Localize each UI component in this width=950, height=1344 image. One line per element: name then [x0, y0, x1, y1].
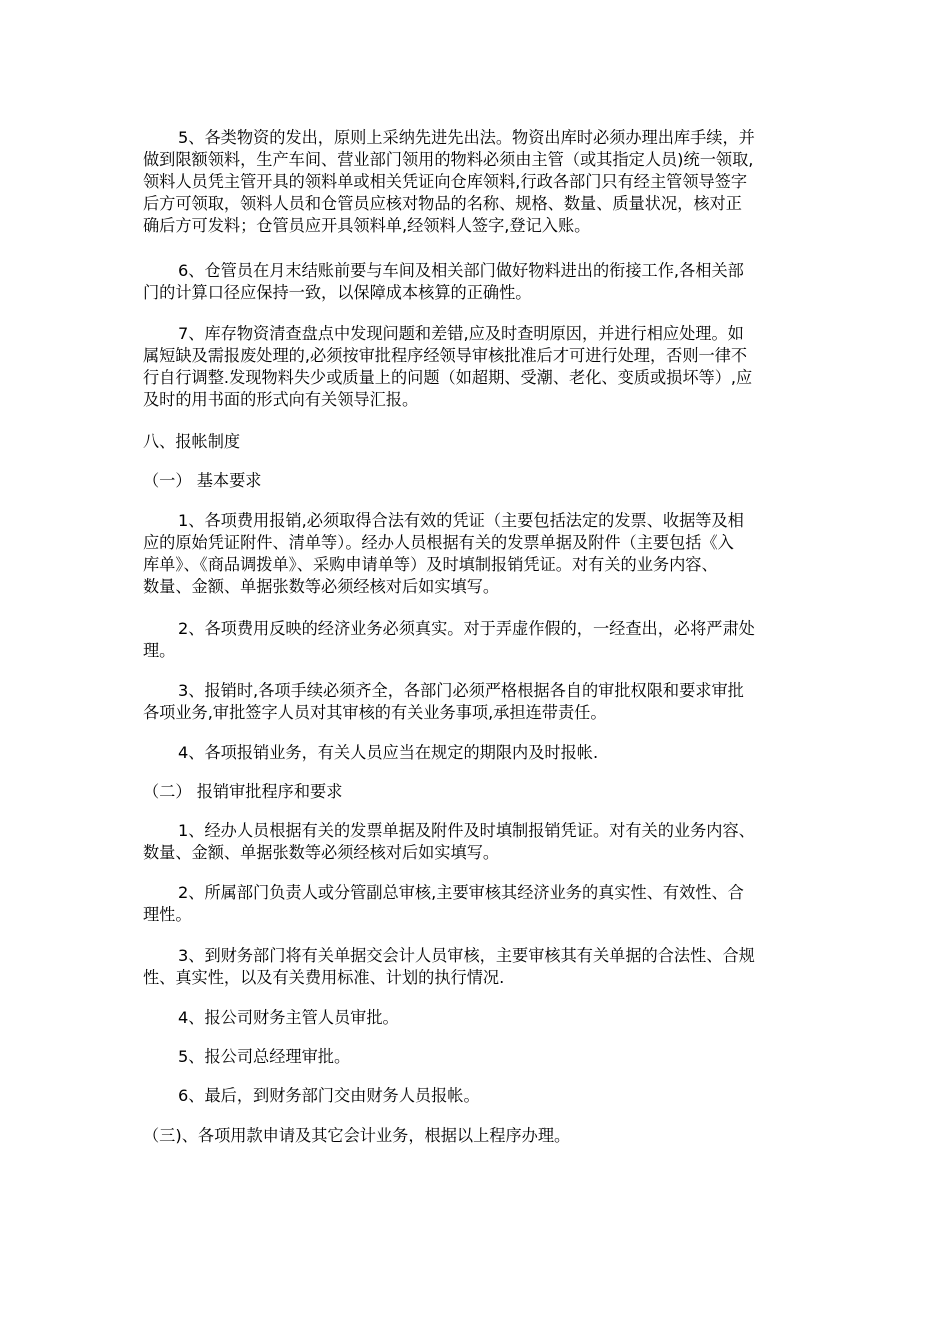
text-line: 1、经办人员根据有关的发票单据及附件及时填制报销凭证。对有关的业务内容、	[178, 821, 755, 840]
text-line: 各项业务,审批签字人员对其审核的有关业务事项,承担连带责任。	[143, 703, 607, 722]
subsection-heading-other	[143, 1125, 813, 1147]
text-line: 库单》、《商品调拨单》、采购申请单等）及时填制报销凭证。对有关的业务内容、	[143, 555, 718, 574]
heading-text: （二） 报销审批程序和要求	[143, 782, 343, 801]
paragraph-basic-3	[143, 680, 813, 724]
text-line: 1、各项费用报销,必须取得合法有效的凭证（主要包括法定的发票、收据等及相	[178, 511, 744, 530]
paragraph-approval-6	[143, 1085, 813, 1107]
paragraph-basic-1	[143, 510, 813, 598]
paragraph-basic-4	[143, 742, 813, 764]
heading-text: 八、报帐制度	[143, 432, 241, 451]
text-line: 后方可领取，领料人员和仓管员应核对物品的名称、规格、数量、质量状况，核对正	[143, 194, 742, 213]
text-line: 5、各类物资的发出，原则上采纳先进先出法。物资出库时必须办理出库手续，并	[178, 128, 755, 147]
paragraph-approval-2	[143, 882, 813, 926]
paragraph-approval-3	[143, 945, 813, 989]
text-line: 6、仓管员在月末结账前要与车间及相关部门做好物料进出的衔接工作,各相关部	[178, 261, 744, 280]
paragraph-inventory-issue	[143, 127, 813, 237]
text-line: 3、报销时,各项手续必须齐全，各部门必须严格根据各自的审批权限和要求审批	[178, 681, 744, 700]
section-heading-reimbursement	[143, 431, 813, 453]
paragraph-stocktake	[143, 323, 813, 411]
text-line: 数量、金额、单据张数等必须经核对后如实填写。	[143, 843, 500, 862]
text-line: 及时的用书面的形式向有关领导汇报。	[143, 390, 419, 409]
subsection-heading-basic	[143, 470, 813, 492]
paragraph-approval-1	[143, 820, 813, 864]
text-line: 数量、金额、单据张数等必须经核对后如实填写。	[143, 577, 500, 596]
text-line: 6、最后，到财务部门交由财务人员报帐。	[178, 1086, 480, 1105]
text-line: 3、到财务部门将有关单据交会计人员审核，主要审核其有关单据的合法性、合规	[178, 946, 755, 965]
text-line: 4、各项报销业务，有关人员应当在规定的期限内及时报帐.	[178, 743, 599, 762]
text-line: 2、各项费用反映的经济业务必须真实。对于弄虚作假的，一经查出，必将严肃处	[178, 619, 755, 638]
text-line: 4、报公司财务主管人员审批。	[178, 1008, 399, 1027]
text-line: 性、真实性，以及有关费用标准、计划的执行情况.	[143, 968, 505, 987]
text-line: 理性。	[143, 905, 192, 924]
heading-text: （一） 基本要求	[143, 471, 262, 490]
paragraph-approval-4	[143, 1007, 813, 1029]
text-line: 做到限额领料，生产车间、营业部门领用的物料必须由主管（或其指定人员)统一领取,	[143, 150, 754, 169]
text-line: 门的计算口径应保持一致，以保障成本核算的正确性。	[143, 283, 532, 302]
text-line: 确后方可发料；仓管员应开具领料单,经领料人签字,登记入账。	[143, 216, 591, 235]
paragraph-approval-5	[143, 1046, 813, 1068]
paragraph-basic-2	[143, 618, 813, 662]
text-line: 理。	[143, 641, 176, 660]
text-line: 应的原始凭证附件、清单等）。经办人员根据有关的发票单据及附件（主要包括《入	[143, 533, 734, 552]
subsection-heading-approval	[143, 781, 813, 803]
text-line: 7、库存物资清查盘点中发现问题和差错,应及时查明原因，并进行相应处理。如	[178, 324, 744, 343]
text-line: 2、所属部门负责人或分管副总审核,主要审核其经济业务的真实性、有效性、合	[178, 883, 744, 902]
text-line: 行自行调整.发现物料失少或质量上的问题（如超期、受潮、老化、变质或损坏等）,应	[143, 368, 753, 387]
heading-text: （三)、各项用款申请及其它会计业务，根据以上程序办理。	[143, 1126, 571, 1145]
paragraph-month-end	[143, 260, 813, 304]
text-line: 领料人员凭主管开具的领料单或相关凭证向仓库领料,行政各部门只有经主管领导签字	[143, 172, 748, 191]
text-line: 属短缺及需报废处理的,必须按审批程序经领导审核批准后才可进行处理，否则一律不	[143, 346, 748, 365]
text-line: 5、报公司总经理审批。	[178, 1047, 351, 1066]
